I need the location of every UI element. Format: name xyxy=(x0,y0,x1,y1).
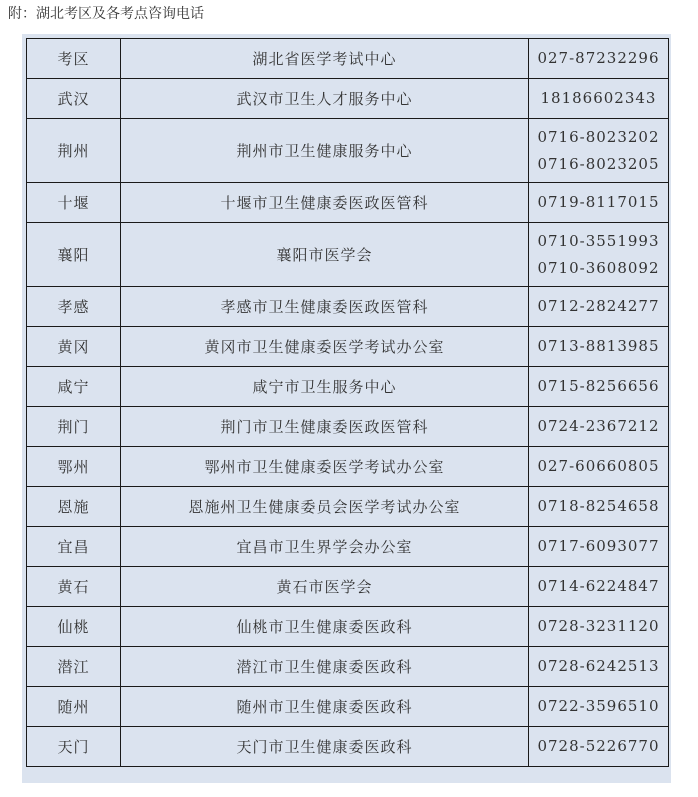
phone-cell xyxy=(529,487,669,527)
table-row xyxy=(27,183,669,223)
phone-number: 0715-8256656 xyxy=(537,377,660,395)
phone-cell xyxy=(529,327,669,367)
area-cell: 恩施 xyxy=(27,487,121,527)
area-cell: 仙桃 xyxy=(27,607,121,647)
phone-number: 0717-6093077 xyxy=(537,537,660,555)
phone-number: 0728-5226770 xyxy=(537,737,660,755)
table-row xyxy=(27,647,669,687)
table-row xyxy=(27,567,669,607)
organization-cell: 湖北省医学考试中心 xyxy=(121,39,529,79)
organization-cell: 荆州市卫生健康服务中心 xyxy=(121,119,529,183)
phone-cell xyxy=(529,39,669,79)
area-cell: 天门 xyxy=(27,727,121,767)
table-row xyxy=(27,487,669,527)
area-cell: 黄石 xyxy=(27,567,121,607)
phone-number: 0716-8023205 xyxy=(537,154,660,173)
table-row xyxy=(27,527,669,567)
phone-number: 0716-8023202 xyxy=(537,127,660,146)
phone-number: 0712-2824277 xyxy=(537,297,660,315)
phone-cell xyxy=(529,119,669,183)
organization-cell: 咸宁市卫生服务中心 xyxy=(121,367,529,407)
phone-cell xyxy=(529,367,669,407)
area-cell: 十堰 xyxy=(27,183,121,223)
area-cell: 襄阳 xyxy=(27,223,121,287)
contact-table xyxy=(26,38,669,767)
phone-cell xyxy=(529,447,669,487)
phone-cell xyxy=(529,79,669,119)
phone-cell xyxy=(529,527,669,567)
area-cell: 宜昌 xyxy=(27,527,121,567)
area-cell: 武汉 xyxy=(27,79,121,119)
table-row xyxy=(27,367,669,407)
organization-cell: 鄂州市卫生健康委医学考试办公室 xyxy=(121,447,529,487)
phone-number: 0722-3596510 xyxy=(537,697,660,715)
phone-number: 027-60660805 xyxy=(537,457,660,475)
phone-cell xyxy=(529,607,669,647)
table-row xyxy=(27,327,669,367)
organization-cell: 黄冈市卫生健康委医学考试办公室 xyxy=(121,327,529,367)
organization-cell: 荆门市卫生健康委医政医管科 xyxy=(121,407,529,447)
table-row xyxy=(27,79,669,119)
contact-table-container xyxy=(22,34,671,783)
phone-number: 0728-3231120 xyxy=(537,617,660,635)
table-row xyxy=(27,727,669,767)
table-row xyxy=(27,287,669,327)
phone-cell xyxy=(529,183,669,223)
phone-cell xyxy=(529,287,669,327)
area-cell: 鄂州 xyxy=(27,447,121,487)
phone-number: 027-87232296 xyxy=(537,49,660,67)
area-cell: 黄冈 xyxy=(27,327,121,367)
organization-cell: 潜江市卫生健康委医政科 xyxy=(121,647,529,687)
area-cell: 荆州 xyxy=(27,119,121,183)
phone-number: 0714-6224847 xyxy=(537,577,660,595)
contact-table-body xyxy=(27,39,669,767)
organization-cell: 天门市卫生健康委医政科 xyxy=(121,727,529,767)
area-cell: 随州 xyxy=(27,687,121,727)
organization-cell: 孝感市卫生健康委医政医管科 xyxy=(121,287,529,327)
area-cell: 咸宁 xyxy=(27,367,121,407)
organization-cell: 十堰市卫生健康委医政医管科 xyxy=(121,183,529,223)
phone-cell xyxy=(529,727,669,767)
organization-cell: 武汉市卫生人才服务中心 xyxy=(121,79,529,119)
phone-number: 0724-2367212 xyxy=(537,417,660,435)
organization-cell: 宜昌市卫生界学会办公室 xyxy=(121,527,529,567)
phone-cell xyxy=(529,407,669,447)
table-row xyxy=(27,223,669,287)
organization-cell: 黄石市医学会 xyxy=(121,567,529,607)
phone-number: 0710-3551993 xyxy=(537,231,660,250)
area-cell: 潜江 xyxy=(27,647,121,687)
page-caption: 附：湖北考区及各考点咨询电话 xyxy=(8,6,204,22)
phone-cell xyxy=(529,647,669,687)
phone-cell xyxy=(529,223,669,287)
phone-cell xyxy=(529,687,669,727)
phone-number: 18186602343 xyxy=(540,89,657,107)
phone-number: 0719-8117015 xyxy=(537,193,660,211)
phone-number: 0713-8813985 xyxy=(537,337,660,355)
phone-number: 0710-3608092 xyxy=(537,258,660,277)
organization-cell: 随州市卫生健康委医政科 xyxy=(121,687,529,727)
area-cell: 荆门 xyxy=(27,407,121,447)
organization-cell: 仙桃市卫生健康委医政科 xyxy=(121,607,529,647)
phone-number: 0718-8254658 xyxy=(537,497,660,515)
phone-number: 0728-6242513 xyxy=(537,657,660,675)
table-row xyxy=(27,39,669,79)
table-row xyxy=(27,687,669,727)
table-row xyxy=(27,447,669,487)
area-cell: 孝感 xyxy=(27,287,121,327)
organization-cell: 恩施州卫生健康委员会医学考试办公室 xyxy=(121,487,529,527)
organization-cell: 襄阳市医学会 xyxy=(121,223,529,287)
table-row xyxy=(27,119,669,183)
table-row xyxy=(27,607,669,647)
area-cell: 考区 xyxy=(27,39,121,79)
phone-cell xyxy=(529,567,669,607)
table-row xyxy=(27,407,669,447)
